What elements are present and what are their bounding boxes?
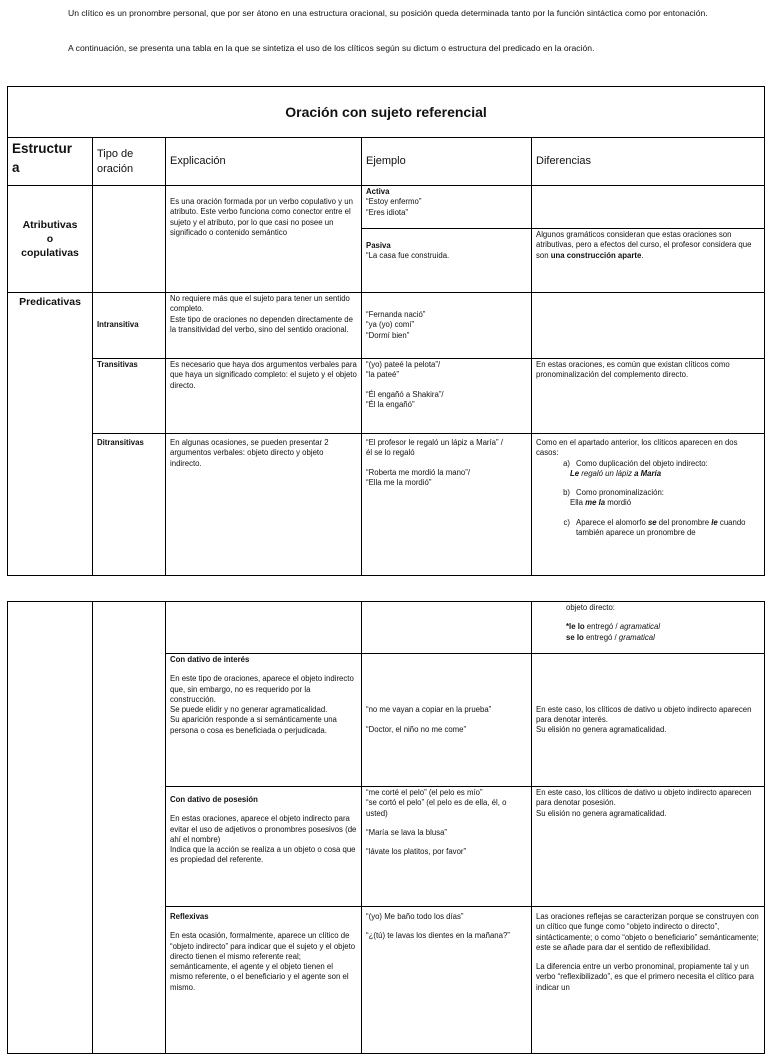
cont-ejemplo-empty <box>362 602 532 654</box>
intro-paragraph-2: A continuación, se presenta una tabla en la que se sintetiza el uso de los clíticos según su dictum o estructura del predicado en la oración. <box>68 43 595 53</box>
atributivas-tipo-cell <box>93 186 166 293</box>
clitics-table-page-1 <box>7 86 765 576</box>
ditransitivas-diferencias: Como en el apartado anterior, los clíticos aparecen en dos casos: a) Como duplicación del objeto indirecto: Le regaló un lápiz a María b) Como pronominalización: Ella me la mordió c) Aparece el alomorfo se del pronombre le cuando también aparece un pronombre de <box>532 434 765 576</box>
reflexivas-diferencias: Las oraciones reflejas se caracterizan porque se construyen con un clítico que funge como “objeto indirecto o directo”, sintácticamente; o como “objeto o beneficiario” semánticamente; este se añade para dar el sentido de reflexibilidad. La diferencia entre un verbo pronominal, propiamente tal y un verbo “reflexibilizado”, es que el primero necesita el clítico para indicar un <box>532 907 765 1054</box>
ditransitivas-explicacion: En algunas ocasiones, se pueden presentar 2 argumentos verbales: objeto directo y objeto indirecto. <box>166 434 362 576</box>
reflexivas-ejemplo: “(yo) Me baño todo los días” “¿(tú) te lavas los dientes en la mañana?” <box>362 907 532 1054</box>
interes-ejemplo: “no me vayan a copiar en la prueba” “Doctor, el niño no me come” <box>362 654 532 787</box>
atributivas-pasiva-cell: Pasiva “La casa fue construida. <box>362 229 532 293</box>
posesion-ejemplo: “me corté el pelo” (el pelo es mío” “se cortó el pelo” (el pelo es de ella, él, o usted) “María se lava la blusa” “lávate los platitos, por favor” <box>362 787 532 907</box>
transitivas-ejemplo: “(yo) pateé la pelota”/ “la pateé” “Él engañó a Shakira”/ “Él la engañó” <box>362 359 532 434</box>
predicativas-label: Predicativas <box>8 293 93 576</box>
table-row <box>8 293 765 359</box>
intransitiva-ejemplo: “Fernanda nació” “ya (yo) comí” “Dormí bien” <box>362 293 532 359</box>
cont-tipo-cell <box>93 602 166 1054</box>
atributivas-label: Atributivas o copulativas <box>8 186 93 293</box>
posesion-explicacion: Con dativo de posesión En estas oraciones, aparece el objeto indirecto para evitar el uso de adjetivos o pronombres posesivos (de ahí el nombre) Indica que la acción se realiza a un objeto o cosa que es propiedad del referente. <box>166 787 362 907</box>
interes-explicacion: Con dativo de interés En este tipo de oraciones, aparece el objeto indirecto que, sin embargo, no es requerido por la construcción. Se puede elidir y no generar agramaticalidad. Su aparición responde a si semánticamente una persona o cosa es beneficiada o perjudicada. <box>166 654 362 787</box>
ditransitivas-tipo: Ditransitivas <box>93 434 166 576</box>
atributivas-dif-empty <box>532 186 765 229</box>
header-tipo: Tipo de oración <box>93 138 166 186</box>
cont-estructura-cell <box>8 602 93 1054</box>
atributivas-activa-cell: Activa “Estoy enfermo” “Eres idiota” <box>362 186 532 229</box>
header-estructura: Estructur a <box>8 138 93 186</box>
transitivas-diferencias: En estas oraciones, es común que existan clíticos como pronominalización del complemento directo. <box>532 359 765 434</box>
reflexivas-explicacion: Reflexivas En esta ocasión, formalmente, aparece un clítico de “objeto indirecto” para indicar que el sujeto y el objeto directo tienen el mismo referente real; semánticamente, el agente y el objeto tienen el mismo referente, o el beneficiario y el agente son el mismo. <box>166 907 362 1054</box>
cont-explicacion-empty <box>166 602 362 654</box>
table-header-row <box>8 138 765 186</box>
table-title: Oración con sujeto referencial <box>8 87 765 138</box>
transitivas-tipo: Transitivas <box>93 359 166 434</box>
clitics-table-page-2 <box>7 601 765 1054</box>
intransitiva-tipo: Intransitiva <box>93 293 166 359</box>
table-row <box>8 602 765 654</box>
table-row <box>8 359 765 434</box>
atributivas-explicacion: Es una oración formada por un verbo copulativo y un atributo. Este verbo funciona como conector entre el sujeto y el atributo, por lo que casi no posee un significado o contenido semántico <box>166 186 362 293</box>
ditransitivas-ejemplo: “El profesor le regaló un lápiz a María” / él se lo regaló “Roberta me mordió la mano”/ “Ella me la mordió” <box>362 434 532 576</box>
header-diferencias: Diferencias <box>532 138 765 186</box>
header-explicacion: Explicación <box>166 138 362 186</box>
header-ejemplo: Ejemplo <box>362 138 532 186</box>
atributivas-diferencias: Algunos gramáticos consideran que estas oraciones son atributivas, pero a efectos del curso, el profesor considera que son una construcción aparte. <box>532 229 765 293</box>
cont-diferencias: objeto directo: *le lo entregó / agramatical se lo entregó / gramatical <box>532 602 765 654</box>
intransitiva-dif-empty <box>532 293 765 359</box>
interes-diferencias: En este caso, los clíticos de dativo u objeto indirecto aparecen para denotar interés. Su elisión no genera agramaticalidad. <box>532 654 765 787</box>
posesion-diferencias: En este caso, los clíticos de dativo u objeto indirecto aparecen para denotar posesión. Su elisión no genera agramaticalidad. <box>532 787 765 907</box>
transitivas-explicacion: Es necesario que haya dos argumentos verbales para que haya un significado completo: el sujeto y el objeto directo. <box>166 359 362 434</box>
intransitiva-explicacion: No requiere más que el sujeto para tener un sentido completo. Este tipo de oraciones no dependen directamente de la transitividad del verbo, sino del sentido oracional. <box>166 293 362 359</box>
table-row <box>8 186 765 229</box>
table-row <box>8 434 765 576</box>
intro-paragraph-1: Un clítico es un pronombre personal, que por ser átono en una estructura oracional, su posición queda determinada tanto por la función sintáctica como por entonación. <box>68 8 708 18</box>
